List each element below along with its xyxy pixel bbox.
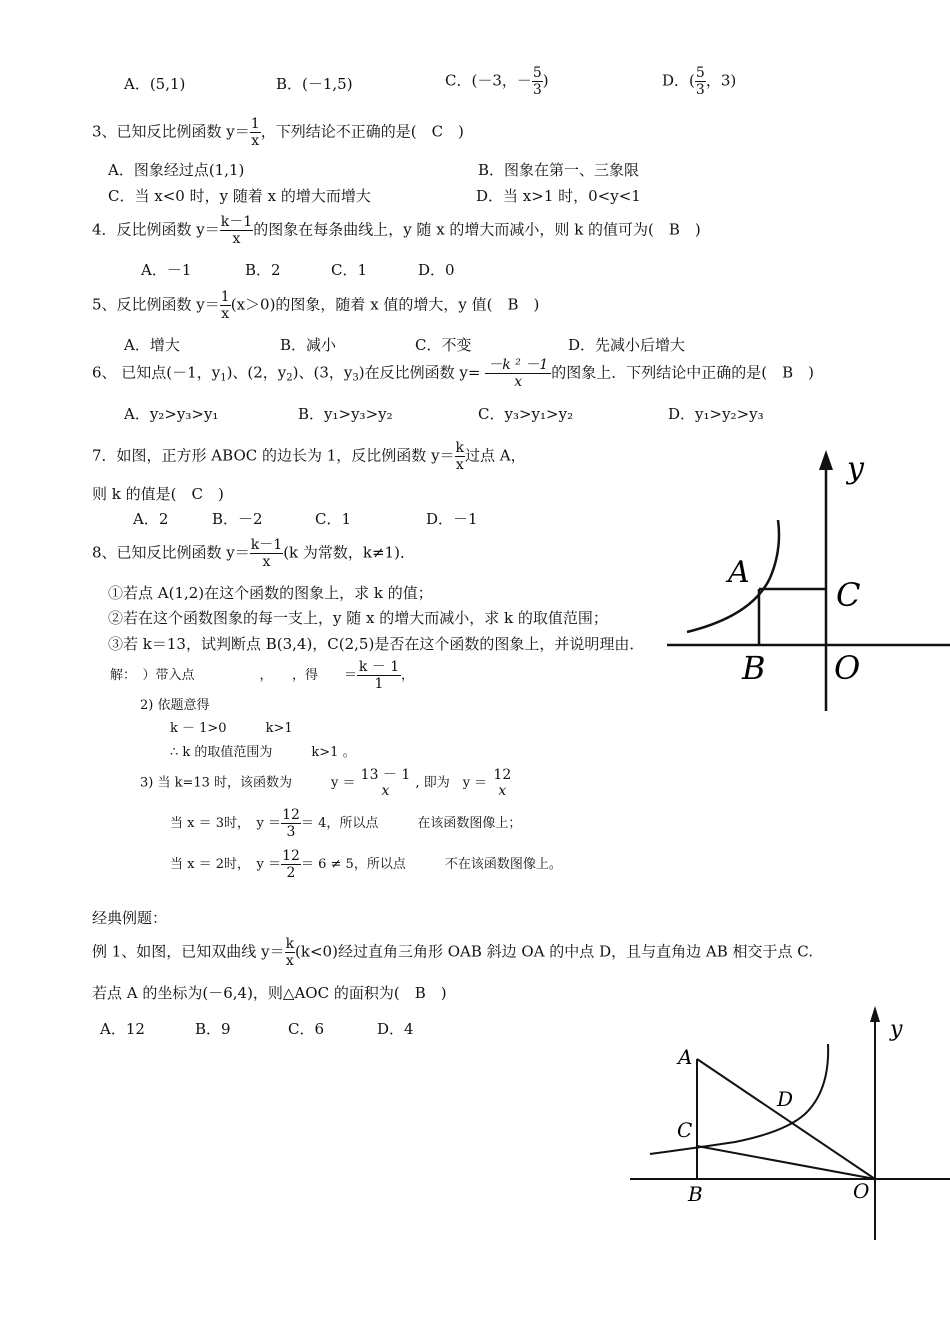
figure-triangle-hyperbola — [625, 1004, 950, 1244]
q8-stem: 8、已知反比例函数 y＝ $\frac{k-1}{x}$ (k 为常数，k≠1)． — [92, 537, 415, 570]
q7-option-a: A．2 — [133, 510, 169, 528]
q8-item-3: ③若 k＝13，试判断点 B(3,4)，C(2,5)是否在这个函数的图象上，并说明理由． — [108, 635, 645, 653]
q2-option-c: C．(－3，－ $\frac{5}{3}$ ) — [445, 65, 549, 98]
solution-step-2b: ∴ k 的取值范围为 k>1 。 — [170, 745, 356, 760]
q5-option-a: A．增大 — [124, 336, 180, 354]
segment-co — [697, 1146, 875, 1179]
example-1-option-a: A．12 — [100, 1020, 145, 1038]
q5-stem: 5、反比例函数 y＝ $\frac{1}{x}$ (x＞0)的图象，随着 x 值的增大，y 值( B ) — [92, 289, 540, 322]
q6-option-a: A．y₂>y₃>y₁ — [124, 405, 219, 423]
label-y: y — [890, 1017, 903, 1042]
label-a: A — [728, 555, 750, 590]
label-b: B — [688, 1182, 703, 1206]
solution-step-2a: k － 1>0 k>1 — [170, 721, 293, 736]
example-1-stem: 例 1、如图，已知双曲线 y＝ $\frac{k}{x}$ (k<0)经过直角三角形 OAB 斜边 OA 的中点 D，且与直角边 AB 相交于点 C. — [92, 936, 813, 969]
label-a: A — [678, 1045, 693, 1069]
q4-option-c: C．1 — [331, 261, 368, 279]
q8-item-2: ②若在这个函数图象的每一支上，y 随 x 的增大而减小，求 k 的取值范围； — [108, 609, 608, 627]
q7-line2: 则 k 的值是( C ) — [92, 485, 224, 503]
label-b: B — [742, 649, 766, 687]
q7-stem: 7．如图，正方形 ABOC 的边长为 1，反比例函数 y＝ $\frac{k}{x}$ 过点 A， — [92, 440, 526, 473]
q6-option-b: B．y₁>y₃>y₂ — [298, 405, 393, 423]
q4-stem: 4．反比例函数 y＝ $\frac{k-1}{x}$ 的图象在每条曲线上，y 随 x 的增大而减小，则 k 的值可为( B ) — [92, 214, 701, 247]
q7-option-b: B．－2 — [212, 510, 263, 528]
q8-item-1: ①若点 A(1,2)在这个函数的图象上，求 k 的值； — [108, 584, 433, 602]
q4-option-a: A．－1 — [141, 261, 192, 279]
q7-option-c: C．1 — [315, 510, 352, 528]
q5-option-c: C．不变 — [415, 336, 472, 354]
solution-step-1: 解： ）带入点 ， ，得 ＝ $\frac{k - 1}{1}$ ， — [110, 659, 415, 692]
solution-step-3a: 当 x ＝ 3时， y ＝ $\frac{12}{3}$ ＝ 4，所以点 在该函数图像上； — [170, 807, 522, 840]
q3-option-d: D．当 x>1 时，0<y<1 — [476, 187, 641, 205]
label-d: D — [777, 1087, 794, 1111]
label-y: y — [847, 451, 864, 486]
q3-option-b: B．图象在第一、三象限 — [478, 161, 640, 179]
q2-option-b: B．(－1,5) — [276, 75, 353, 93]
q6-option-d: D．y₁>y₂>y₃ — [668, 405, 764, 423]
q2-option-d: D．( $\frac{5}{3}$ ，3) — [662, 65, 737, 98]
solution-step-2: 2) 依题意得 — [140, 698, 210, 713]
side-ao — [697, 1059, 875, 1179]
label-c: C — [677, 1118, 693, 1142]
label-o: O — [834, 649, 861, 687]
example-1-option-c: C．6 — [288, 1020, 325, 1038]
q5-option-d: D．先减小后增大 — [568, 336, 686, 354]
solution-step-3b: 当 x ＝ 2时， y ＝ $\frac{12}{2}$ ＝ 6 ≠ 5，所以点 不在该函数图像上。 — [170, 848, 562, 881]
y-axis-arrow — [819, 450, 833, 470]
label-c: C — [836, 576, 861, 614]
q4-option-b: B．2 — [245, 261, 281, 279]
examples-heading: 经典例题： — [92, 909, 168, 927]
solution-step-3: 3) 当 k=13 时，该函数为 y ＝ 13 － 1 x , 即为 y ＝ 12 x — [140, 767, 512, 799]
q6-option-c: C．y₃>y₁>y₂ — [478, 405, 574, 423]
q5-option-b: B．减小 — [280, 336, 337, 354]
example-1-option-d: D．4 — [377, 1020, 414, 1038]
q4-option-d: D．0 — [418, 261, 455, 279]
q3-option-a: A．图象经过点(1,1) — [108, 161, 245, 179]
q2-option-a: A．(5,1) — [124, 75, 186, 93]
q3-option-c: C．当 x<0 时，y 随着 x 的增大而增大 — [108, 187, 371, 205]
q7-option-d: D．－1 — [426, 510, 478, 528]
q6-stem: 6、 已知点(－1，$y_1$)、(2，$y_2$)、(3，$y_3$)在反比例函数 y= $\frac{\text{－k ² －1}}{x}$ 的图象上．下列结论中正确的是( B ) — [92, 357, 814, 390]
example-1-line2: 若点 A 的坐标为(－6,4)，则△AOC 的面积为( B ) — [92, 984, 447, 1002]
figure-square-hyperbola — [662, 446, 950, 716]
example-1-option-b: B．9 — [195, 1020, 231, 1038]
q3-stem: 3、已知反比例函数 y＝ $\frac{1}{x}$ ，下列结论不正确的是( C ) — [92, 116, 464, 149]
y-axis-arrow — [870, 1006, 880, 1022]
label-o: O — [853, 1179, 870, 1203]
